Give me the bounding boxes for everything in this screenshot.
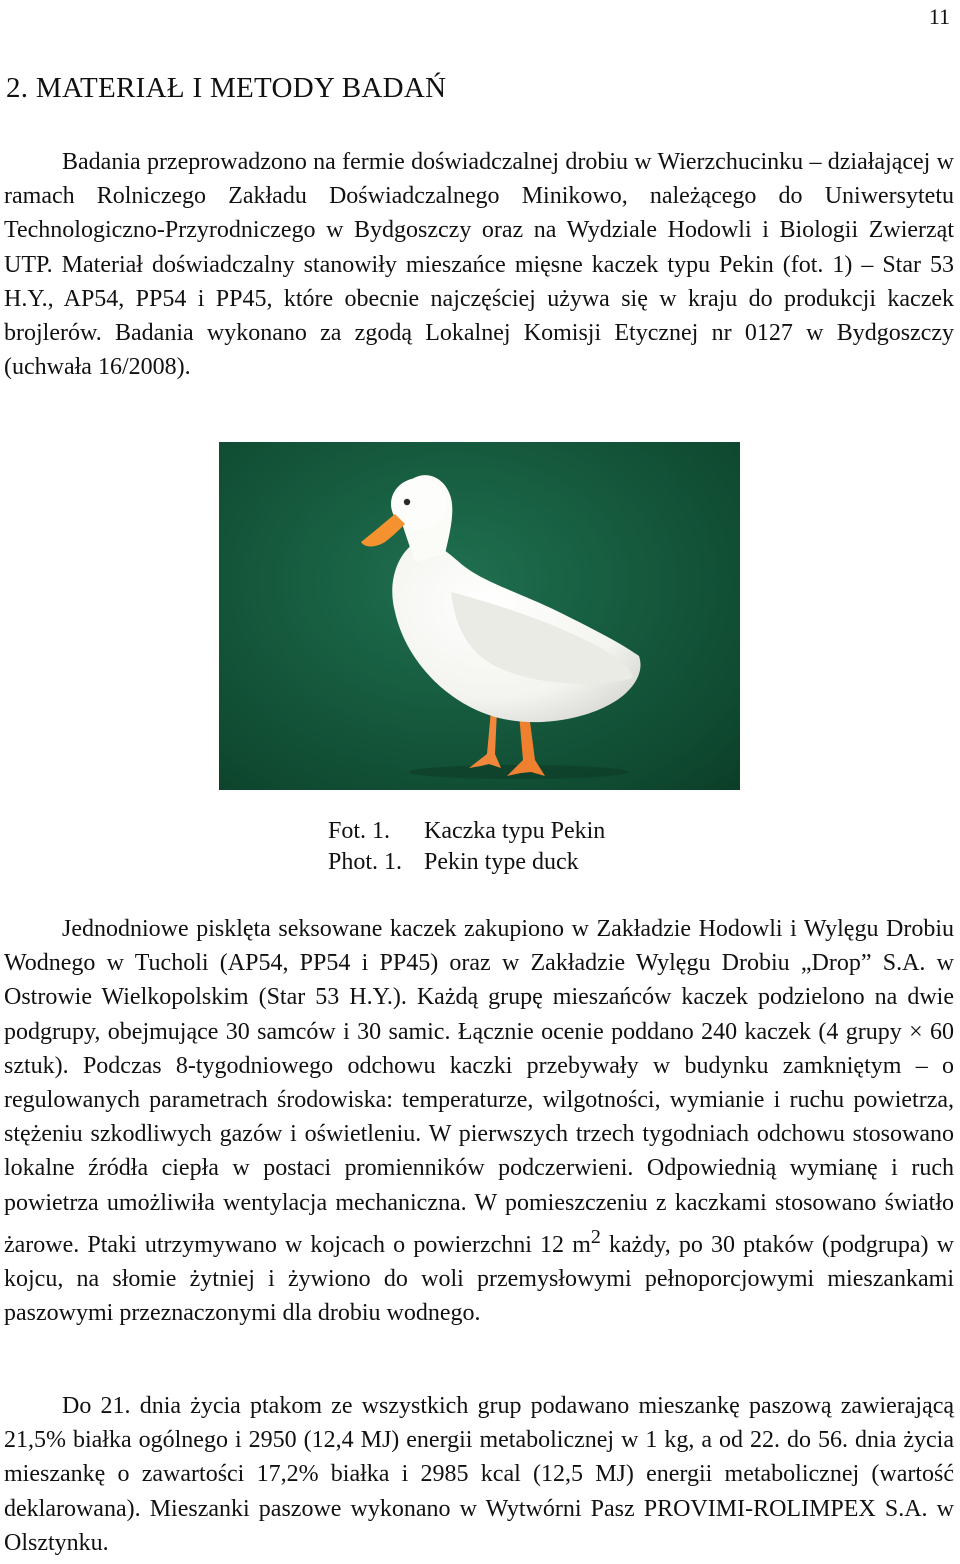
- caption-en: [328, 847, 605, 878]
- paragraph-2-part-a: Jednodniowe pisklęta seksowane kaczek zakupiono w Zakładzie Hodowli i Wylęgu Drobiu Wodnego w Tucholi (AP54, PP54 i PP45) oraz w Zakładzie Wylęgu Drobiu „Drop” S.A. w Ostrowie Wielkopolskim (Star 53 H.Y.). Każdą grupę mieszańców kaczek podzielono na dwie podgrupy, obejmujące 30 samców i 30 samic. Łącznie ocenie poddano 240 kaczek (4 grupy × 60 sztuk). Podczas 8-tygodniowego odchowu kaczki przebywały w budynku zamkniętym – o regulowanych parametrach środowiska: temperaturze, wilgotności, wymianie i ruchu powietrza, stężeniu szkodliwych gazów i oświetleniu. W pierwszych trzech tygodniach odchowu stosowano lokalne źródła ciepła w postaci promienników podczerwieni. Odpowiednią wymianę i ruch powietrza umożliwiła wentylacja mechaniczna. W pomieszczeniu z kaczkami stosowano światło żarowe. Ptaki utrzymywano w kojcach o powierzchni 12 m: [4, 916, 954, 1258]
- photo-caption: [328, 816, 605, 878]
- caption-en-label: Phot. 1.: [328, 849, 403, 875]
- paragraph-1-text: Badania przeprowadzono na fermie doświadczalnej drobiu w Wierzchucinku – działającej w ramach Rolniczego Zakładu Doświadczalnego Minikowo, należącego do Uniwersytetu Technologiczno-Przyrodniczego w Bydgoszczy oraz na Wydziale Hodowli i Biologii Zwierząt UTP. Materiał doświadczalny stanowiły mieszańce mięsne kaczek typu Pekin (fot. 1) – Star 53 H.Y., AP54, PP54 i PP45, które obecnie najczęściej używa się w kraju do produkcji kaczek brojlerów. Badania wykonano za zgodą Lokalnej Komisji Etycznej nr 0127 w Bydgoszczy (uchwała 16/2008).: [4, 149, 954, 381]
- duck-leg-left: [469, 710, 501, 768]
- page-number: 11: [928, 4, 950, 29]
- pekin-duck-photo: [219, 442, 740, 790]
- paragraph-2-part-b: każdy, po 30 ptaków (podgrupa) w kojcu, na słomie żytniej i żywiono do woli przemysłowymi pełnoporcjowymi mieszankami paszowymi przeznaczonymi dla drobiu wodnego.: [4, 1231, 955, 1327]
- paragraph-2: [4, 912, 954, 1330]
- duck-eye: [404, 499, 410, 505]
- duck-illustration: [219, 442, 740, 790]
- paragraph-3: [4, 1389, 954, 1560]
- paragraph-2-superscript: 2: [590, 1225, 601, 1248]
- caption-pl: [328, 816, 605, 847]
- paragraph-3-text: Do 21. dnia życia ptakom ze wszystkich grup podawano mieszankę paszową zawierającą 21,5% białka ogólnego i 2950 (12,4 MJ) energii metabolicznej w 1 kg, a od 22. do 56. dnia życia mieszankę o zawartości 17,2% białka i 2985 kcal (12,5 MJ) energii metabolicznej (wartość deklarowana). Mieszanki paszowe wykonano w Wytwórni Pasz PROVIMI-ROLIMPEX S.A. w Olsztynku.: [4, 1393, 954, 1556]
- paragraph-2-text: [4, 912, 954, 1330]
- caption-pl-text: Kaczka typu Pekin: [424, 818, 606, 844]
- duck-beak: [361, 514, 405, 547]
- paragraph-1: [4, 145, 954, 384]
- caption-en-text: Pekin type duck: [424, 849, 579, 875]
- section-heading: 2. MATERIAŁ I METODY BADAŃ: [6, 72, 447, 104]
- caption-pl-label: Fot. 1.: [328, 818, 391, 844]
